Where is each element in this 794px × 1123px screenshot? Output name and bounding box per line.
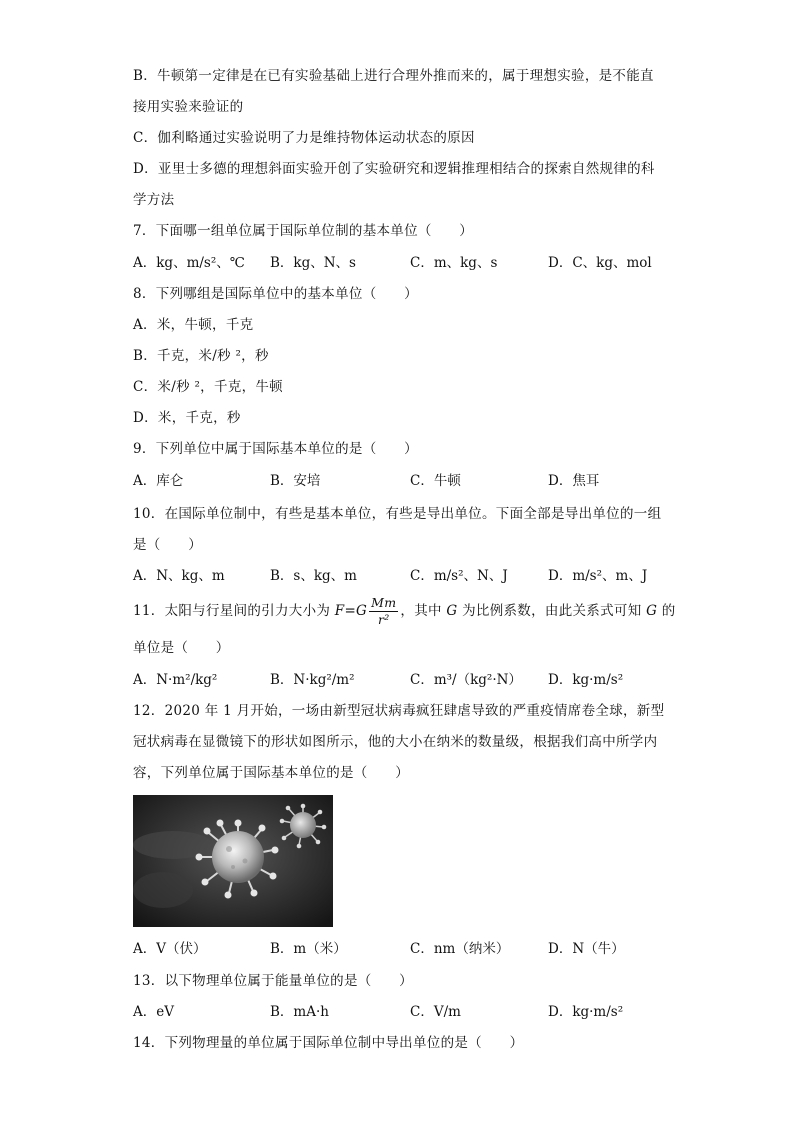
q13-option-d: D．kg·m/s² xyxy=(548,1004,624,1020)
q9-option-a: A．库仑 xyxy=(133,473,184,489)
coronavirus-micrograph xyxy=(133,795,333,927)
q10-stem-line2: 是（ ） xyxy=(133,537,202,553)
q10-option-a: A．N、kg、m xyxy=(133,568,225,584)
q11-option-c: C．m³/（kg²·N） xyxy=(410,672,522,688)
q9-option-c: C．牛顿 xyxy=(410,473,461,489)
q11-fraction-numerator: Mm xyxy=(371,595,397,610)
q12-stem-line3: 容，下列单位属于国际基本单位的是（ ） xyxy=(133,765,409,781)
q10-option-b: B．s、kg、m xyxy=(270,568,357,584)
q8-option-a: A．米，牛顿，千克 xyxy=(133,317,254,333)
q6-option-b-line1: B．牛顿第一定律是在已有实验基础上进行合理外推而来的，属于理想实验，是不能直 xyxy=(133,68,654,84)
q6-option-d-line1: D．亚里士多德的理想斜面实验开创了实验研究和逻辑推理相结合的探索自然规律的科 xyxy=(133,161,655,177)
q7-option-c: C．m、kg、s xyxy=(410,255,498,271)
q7-option-b: B．kg、N、s xyxy=(270,255,356,271)
q9-stem: 9．下列单位中属于国际基本单位的是（ ） xyxy=(133,441,418,457)
q9-option-b: B．安培 xyxy=(270,473,321,489)
q11-g-symbol: G xyxy=(446,603,458,619)
q12-stem-line2: 冠状病毒在显微镜下的形状如图所示，他的大小在纳米的数量级，根据我们高中所学内 xyxy=(133,734,658,750)
q8-option-b: B．千克，米/秒 ²，秒 xyxy=(133,348,269,364)
q8-option-d: D．米，千克，秒 xyxy=(133,410,241,426)
q10-option-c: C．m/s²、N、J xyxy=(410,568,508,584)
q11-stem-text-3: 的 xyxy=(657,603,676,619)
q6-option-c: C．伽利略通过实验说明了力是维持物体运动状态的原因 xyxy=(133,130,475,146)
q12-option-d: D．N（牛） xyxy=(548,941,625,957)
q11-option-a: A．N·m²/kg² xyxy=(133,672,218,688)
q11-option-b: B．N·kg²/m² xyxy=(270,672,355,688)
q11-stem-line2: 单位是（ ） xyxy=(133,640,230,656)
q11-formula-fraction xyxy=(369,595,398,628)
q13-option-a: A．eV xyxy=(133,1004,174,1020)
q11-option-d: D．kg·m/s² xyxy=(548,672,624,688)
q14-stem: 14．下列物理量的单位属于国际单位制中导出单位的是（ ） xyxy=(133,1035,524,1051)
q7-stem: 7．下面哪一组单位属于国际单位制的基本单位（ ） xyxy=(133,223,474,239)
q12-stem-line1: 12．2020 年 1 月开始，一场由新型冠状病毒疯狂肆虐导致的严重疫情席卷全球，新型 xyxy=(133,703,665,719)
q13-stem: 13．以下物理单位属于能量单位的是（ ） xyxy=(133,973,413,989)
q6-option-d-line2: 学方法 xyxy=(133,192,175,208)
q6-option-b-line2: 接用实验来验证的 xyxy=(133,99,244,115)
q12-option-c: C．nm（纳米） xyxy=(410,941,510,957)
q11-g-symbol-2: G xyxy=(646,603,658,619)
q8-option-c: C．米/秒 ²，千克，牛顿 xyxy=(133,379,283,395)
q7-option-a: A．kg、m/s²、℃ xyxy=(133,255,245,271)
q10-option-d: D．m/s²、m、J xyxy=(548,568,648,584)
q11-stem-text-1: ，其中 xyxy=(400,603,447,619)
q13-option-b: B．mA·h xyxy=(270,1004,329,1020)
q8-stem: 8．下列哪组是国际单位中的基本单位（ ） xyxy=(133,286,418,302)
q7-option-d: D．C、kg、mol xyxy=(548,255,652,271)
q12-option-a: A．V（伏） xyxy=(133,941,207,957)
q11-stem-text-2: 为比例系数，由此关系式可知 xyxy=(457,603,647,619)
q9-option-d: D．焦耳 xyxy=(548,473,600,489)
q13-option-c: C．V/m xyxy=(410,1004,461,1020)
q11-fraction-denominator: r² xyxy=(377,612,390,627)
q12-option-b: B．m（米） xyxy=(270,941,347,957)
q11-stem-prefix: 11．太阳与行星间的引力大小为 xyxy=(133,603,335,619)
q11-stem-line1 xyxy=(133,594,676,628)
q10-stem-line1: 10．在国际单位制中，有些是基本单位，有些是导出单位。下面全部是导出单位的一组 xyxy=(133,506,662,522)
q11-formula-lhs: F=G xyxy=(334,603,368,619)
